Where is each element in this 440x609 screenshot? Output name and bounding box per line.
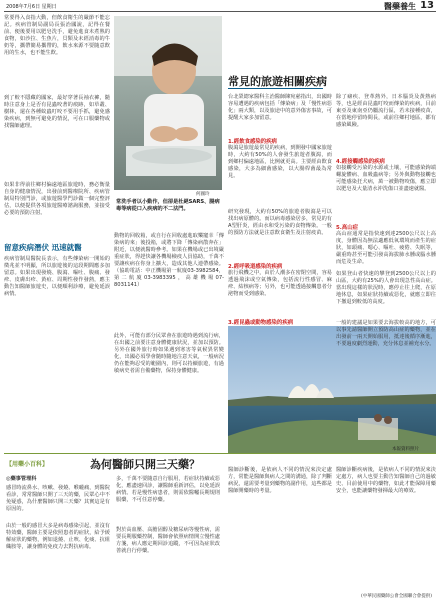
article-text3: 研究發現，大約有50%的旅遊者腹瀉是可以找出病原體的。而以病毒感染居多，常見的有A型肝炎，經由水和受污染的食物傳染。一般的預防方法就是注意飲食衛生及注射疫苗。 bbox=[228, 209, 332, 236]
article-text1: 台北榮總家醫科主治醫師陳宛慈指出，出國時容易遭遇的疾病包括「傳染病」及「慢性病惡化」兩大類，以及旅途中的意外傷害事故，可提醒大家多加留意。 bbox=[228, 94, 332, 121]
bottom-tag: 【用藥小百科】 bbox=[6, 461, 49, 468]
handwashing-photo-image bbox=[114, 16, 222, 190]
article-sub2: 2.經呼吸道感染的疾病 bbox=[228, 264, 283, 270]
header-page-number: 13 bbox=[420, 0, 434, 11]
col4-text1: 除了瘧疾、登革熱外，日本腦炎及黃熱病等，也是經由昆蟲叮咬而傳染的疾病，目前東亞及東南亞仍屬流行區，若未接種疫苗，在當地停留時間長，或前往鄉村地區，都有感染風險。 bbox=[336, 94, 436, 128]
bottom-text2: 由於一般的感冒大多是病毒感染引起，並沒有特效藥，醫師主要是依照患者的症狀，給予緩解症狀的藥物，例如退燒、止咳、化痰、抗組織胺等，讓身體的免疫力去對抗病毒。 bbox=[6, 523, 110, 550]
col1-text4: 疾病管制局醫院長表示，有些傳染病一開始的徵兆並不明顯，所以旅遊後的這段期間應多加留意。如果出現發燒、腹瀉、嘔吐、腹痛、發疹、皮膚出疹、黃疸、周期性發作發熱，應主動告知醫師旅遊史，以便順利診療，避免延誤病情。 bbox=[4, 256, 110, 297]
col4-sub4: 4.經接觸感染的疾病 bbox=[336, 159, 385, 165]
article-title-rule bbox=[228, 88, 323, 89]
photo1-credit: 何國玲 bbox=[196, 192, 210, 197]
page-header bbox=[0, 0, 440, 12]
bottom-text1: 感冒時流鼻水、咳嗽、發燒、喉嚨痛，到醫院看診，常常醫師只開了三天的藥，民眾心中不免疑惑，為什麼醫師只開三天藥？其實這是有原因的。 bbox=[6, 485, 110, 512]
photo2-credit: 本報資料照片 bbox=[392, 447, 419, 452]
bottom-credit: (中華民國藥師公會全國聯合會提供) bbox=[360, 594, 432, 599]
col4-sub5: 5.高山症 bbox=[336, 225, 358, 231]
col1-text2: 到了較不隱藏的國家，最好穿著長袖衣褲，隨時注意身上是否有昆蟲咬著的痕跡，如草叢、樹林，還在各種蚊蟲叮咬不要用手抓，避免感染疾病，到無可避免的情況，可在口服藥物或找醫師處理。 bbox=[4, 95, 110, 129]
header-date: 2008年7月6日 星期日 bbox=[6, 4, 57, 10]
bottom-text3: 多，千萬不要隨意自行服用，若症狀持續或惡化，應盡速回診，讓醫師重新評估，以免延誤病情。若是慢性病患者，則需依醫囑長期規則服藥，不可任意停藥。 bbox=[116, 476, 220, 503]
bottom-title: 為何醫師只開三天藥？ bbox=[90, 458, 200, 471]
article-sub3: 3.經昆蟲或動物感染的疾病 bbox=[228, 320, 294, 326]
col4-text5: 一般的建議是如果要去海拔較高的地方，可以事先請醫師開立預防高山症的藥物，並在出發前一兩天開始服用，抵達後循序漸進，不要過度劇烈運動，充分休息並補充水分。 bbox=[336, 320, 436, 347]
article-text2: 腹瀉是旅遊最常見的疾病，到開發中國家旅遊時，大約有50%的人會發生旅遊者腹瀉，而到鄉村偏遠地區，比例就更高。主要經由飲食感染，大多為細菌感染，以大腸桿菌最為常見。 bbox=[228, 145, 332, 179]
handwashing-photo bbox=[114, 16, 222, 190]
header-section: 醫藥養生 bbox=[384, 2, 416, 11]
col2-text1: 動物的回收箱，或自行在回收處進取樂寵幸「傳染病的來」後投箱，或將下降「傳染病散奔在」附近，以便就醫時參考。如果在機場或已出境嚴重症狀，得趕快讓各機場檢疫人員協助，千萬不要讓疾病在你身上擴大，造成其他人連帶感染。（協助電話：中正機場第一航廈03-3982584，第二航廈03-3983395，高雄機場07-8031141） bbox=[114, 233, 224, 288]
article-text4: 旅行飛機之中，由於人潮多在密閉空間，容易透過飛沫或空氣傳染，包括流行性感冒、麻疹、結核病等；另外，也可能透過接觸患者分泌物而受到感染。 bbox=[228, 270, 332, 297]
photo1-caption: 常洗手者以小動作，但卻是杜絕SARS、腸病毒等病從口入疾病的不二法門。 bbox=[116, 199, 220, 212]
article-sub1: 1.經飲食感染的疾病 bbox=[228, 139, 277, 145]
col1-text3: 如果非得前往鄉村偏遠地區旅遊時，務必衡量自身的健康情況，出發前到醫療院所、疾病管制局特別門診，或旅遊醫學門診做一個完整評估，以便提供各項旅遊醫療諮詢服務，並接受必要的預防注射。 bbox=[4, 182, 110, 216]
bottom-text5: 醫師診斷後，是依病人不同的情況來決定處方，常能是醫師與病人之間的溝通，除了判斷病況，還需要考量到藥物的副作用，這些都是醫師開藥時的考量。 bbox=[228, 467, 332, 494]
col2-text2: 此外，可能有部分民眾會在旅遊時遇到流行病，在出國之前要注意身體健康狀況，並加以預防。另外在國外旅行時如果遇到寒害等氣候異常變化，出國必須學會隨時隨地注意天氣，一般病況仍在能夠忍受的範圍內，則可以持續旅遊，有過敏病史者需自備藥物，保持身體健康。 bbox=[114, 333, 224, 374]
bottom-text4: 對於高血壓、高膽固醇及糖尿病等慢性病，需要長期服藥控制，醫師會依照病情開立慢性處方箋，病人應定期回診追蹤，不可因為症狀改善就自行停藥。 bbox=[116, 527, 220, 554]
article-title: 常見的旅遊相關疾病 bbox=[228, 75, 327, 88]
bottom-byline: ◎藥事管理科 bbox=[6, 476, 37, 482]
header-rule bbox=[4, 11, 436, 12]
bottom-text6: 醫師診斷疾病後，是依病人不同的情況來決定處方，病人也要主動告知醫師自己的過敏史、目前使用中的藥物，如此才能保障用藥安全，也能讓藥物發揮最大的療效。 bbox=[336, 467, 436, 494]
col4-text4: 如果登山者快速的攀登到2500公尺以上的山區，大約有25%的人會出現急性高山症。當出現這樣的狀況時，應停止往上爬，在原地休息，如果症狀持續或惡化，就應立即往下撤退到較低的高度。 bbox=[336, 271, 436, 305]
col1-subhead: 留意疾病潛伏 迅速就醫 bbox=[4, 243, 82, 252]
col4-text2: 如接觸受污染的水源或土壤，可能感染鉤端螺旋體病、血吸蟲病等；另外與動物接觸也可能感染狂犬病，萬一被動物咬傷，應立即以肥皂及大量清水沖洗傷口並盡速就醫。 bbox=[336, 165, 436, 192]
col1-text1: 常要得入食指大動，但飲食衛生的嚴節不能忘記。疾病管制局副局長張治國說，記得在餐前、便後要用以肥皂洗手，避免進食未煮熟的食物，如沙拉、生魚片，貝類及未經消毒的牛奶等，攜帶簡易攜帶的，飲水來源不要隨意飲用的生水，也不能生飲。 bbox=[4, 15, 110, 56]
col4-text3: 高山症通常是指快速到達2500公尺以上高度，身體因為無法適應低氧環境而產生的症狀，如頭痛、噁心、嘔吐、疲倦、失眠等，嚴重時甚至可能引發高海拔肺水腫或腦水腫而危及生命。 bbox=[336, 231, 436, 265]
